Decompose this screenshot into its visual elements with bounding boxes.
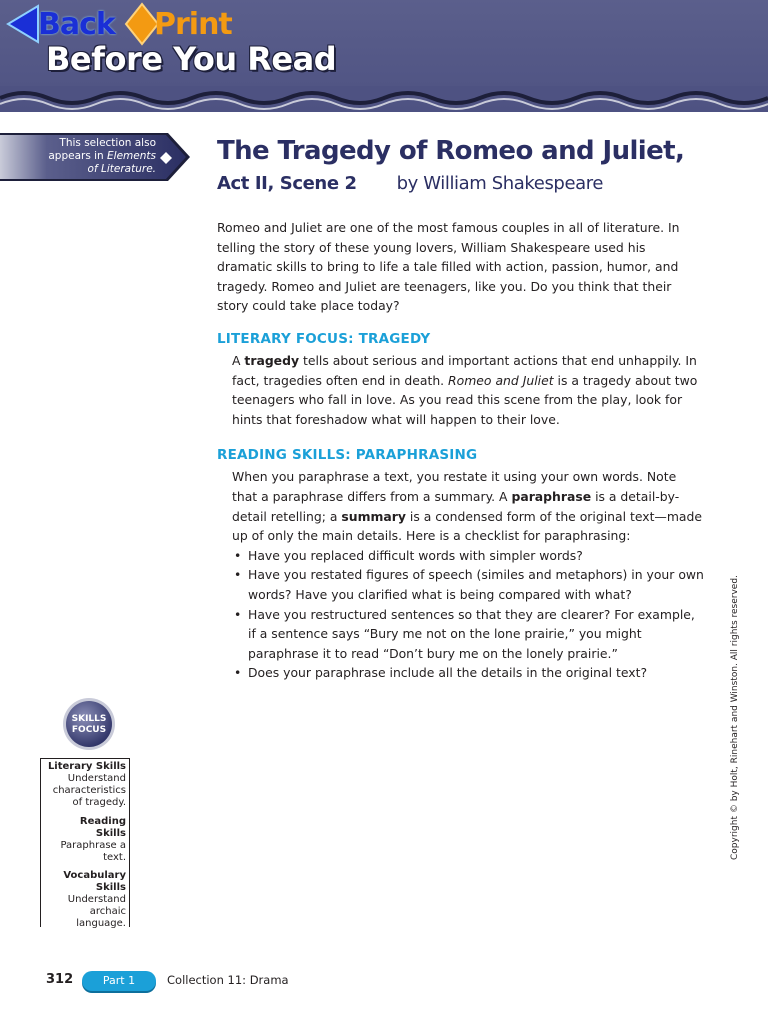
rs-text-2: is a detail-by-detail retelling; a xyxy=(232,488,680,524)
selection-title: The Tragedy of Romeo and Juliet, xyxy=(217,136,685,166)
tag-line-3-italic: of Literature. xyxy=(87,163,156,175)
rs-text-3: is a condensed form of the original text—made up of only the main details. Here is a checklist for paraphrasing: xyxy=(232,508,702,544)
section-title: Before You Read xyxy=(46,40,337,78)
print-label: Print xyxy=(154,6,232,42)
selection-tag-text xyxy=(26,137,156,176)
selection-subtitle xyxy=(217,173,603,194)
literary-focus-paragraph xyxy=(217,351,704,429)
skill-desc: Understand characteristics of tragedy. xyxy=(52,773,126,808)
rs-text-1: When you paraphrase a text, you restate it using your own words. Note that a paraphrase differs from a summary. A xyxy=(232,469,677,504)
term-tragedy: tragedy xyxy=(244,352,300,368)
skill-desc: Understand archaic language. xyxy=(67,894,126,929)
tag-line-1: This selection also xyxy=(59,137,156,149)
paraphrase-checklist xyxy=(217,546,704,683)
intro-paragraph: Romeo and Juliet are one of the most famous couples in all of literature. In telling the story of these young lovers, William Shakespeare used his dramatic skills to bring to life a tale filled with action, passion, humor, and tragedy. Romeo and Juliet are teenagers, like you. Do you think that their story could take place today? xyxy=(217,220,680,314)
play-title-italic: Romeo and Juliet xyxy=(448,372,554,388)
lf-text-2: tells about serious and important actions that end unhappily. In fact, tragedies often end in death. xyxy=(232,352,697,388)
header-wave-border xyxy=(0,86,768,126)
tag-line-2-italic: Elements xyxy=(107,150,156,162)
badge-line-1: SKILLS xyxy=(71,714,107,724)
part-tab[interactable]: Part 1 xyxy=(82,971,156,991)
term-summary: summary xyxy=(341,508,406,524)
lf-text-1: A xyxy=(232,352,245,368)
back-button[interactable] xyxy=(6,4,115,44)
body-text xyxy=(217,218,704,683)
lf-text-3: is a tragedy about two teenagers who fall in love. As you read this scene from the play, look for hints that foreshadow what will happen to their love. xyxy=(232,372,698,427)
page-number: 312 xyxy=(46,972,74,987)
skill-desc: Paraphrase a text. xyxy=(60,840,126,863)
term-paraphrase: paraphrase xyxy=(511,488,592,504)
skill-group-literary xyxy=(42,761,126,809)
checklist-item: • Does your paraphrase include all the details in the original text? xyxy=(232,663,704,683)
checklist-item: • Have you restructured sentences so that they are clearer? For example, if a sentence says “Bury me not on the lone prairie,” you might paraphrase it to read “Don’t bury me on the lonely prairie.” xyxy=(232,605,704,664)
collection-label: Collection 11: Drama xyxy=(167,973,289,987)
skill-title: Vocabulary Skills xyxy=(63,870,126,893)
badge-line-2: FOCUS xyxy=(71,725,107,735)
literary-focus-heading: LITERARY FOCUS: TRAGEDY xyxy=(217,330,431,347)
skill-group-reading xyxy=(42,816,126,864)
checklist-item: • Have you restated figures of speech (similes and metaphors) in your own words? Have you clarified what is being compared with what? xyxy=(232,565,704,604)
skills-focus-badge xyxy=(62,697,116,751)
skill-title: Reading Skills xyxy=(79,816,126,839)
skills-focus-box xyxy=(40,758,130,927)
skill-group-vocabulary xyxy=(42,870,126,930)
author: by William Shakespeare xyxy=(396,173,604,194)
checklist-item: • Have you replaced difficult words with simpler words? xyxy=(232,546,704,566)
tag-line-2: appears in xyxy=(48,150,108,162)
copyright-notice: Copyright © by Holt, Rinehart and Winston. All rights reserved. xyxy=(730,575,740,860)
back-arrow-icon xyxy=(6,4,40,44)
reading-skills-heading: READING SKILLS: PARAPHRASING xyxy=(217,447,478,464)
act-scene: Act II, Scene 2 xyxy=(217,173,357,194)
diamond-bullet-icon xyxy=(160,152,172,164)
back-label: Back xyxy=(38,6,115,42)
reading-skills-paragraph xyxy=(217,467,704,545)
skill-title: Literary Skills xyxy=(47,761,126,772)
